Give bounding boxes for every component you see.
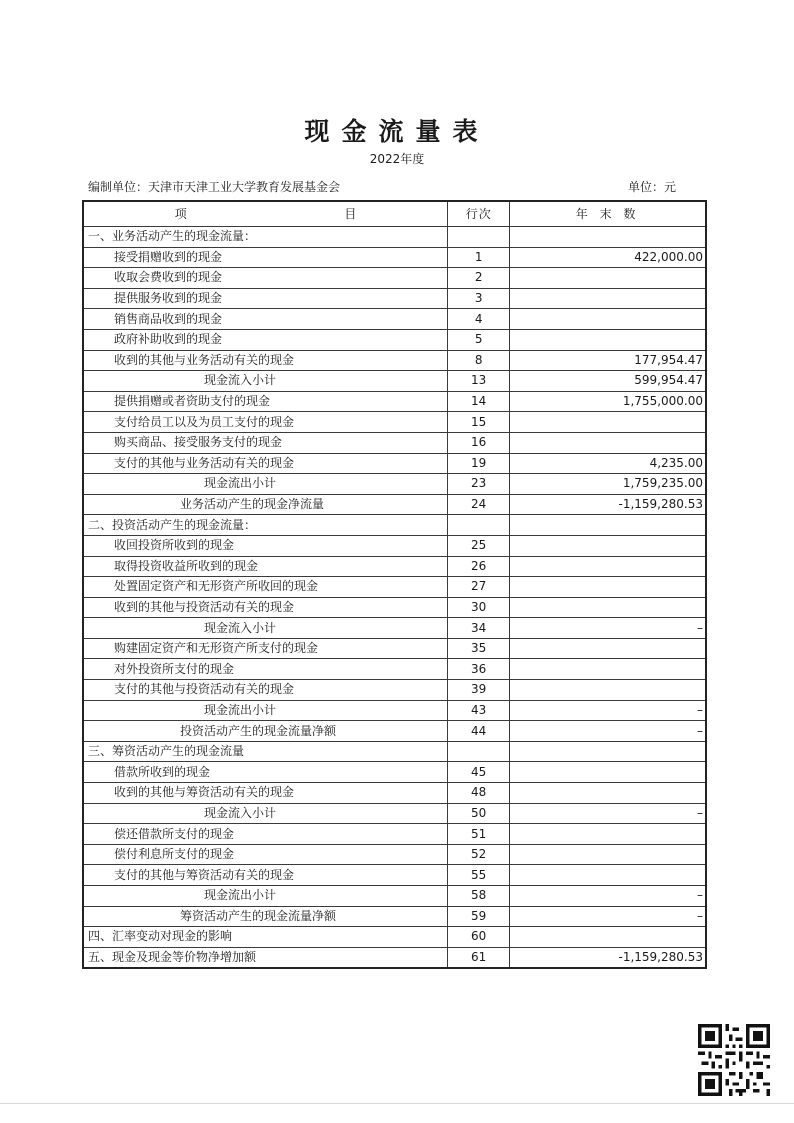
row-label: 四、汇率变动对现金的影响 (83, 927, 448, 948)
header-amount: 年 末 数 (510, 201, 706, 227)
table-row (83, 247, 706, 268)
row-number: 45 (448, 762, 510, 783)
row-number: 51 (448, 824, 510, 845)
row-number: 25 (448, 535, 510, 556)
table-row (83, 659, 706, 680)
row-amount: 422,000.00 (510, 247, 706, 268)
header-item-left: 项 (174, 206, 187, 221)
table-row (83, 535, 706, 556)
table-row (83, 721, 706, 742)
row-label: 支付的其他与投资活动有关的现金 (83, 680, 448, 701)
row-label: 三、筹资活动产生的现金流量 (83, 741, 448, 762)
table-row (83, 741, 706, 762)
row-amount (510, 762, 706, 783)
header-item (83, 201, 448, 227)
row-label: 接受捐赠收到的现金 (83, 247, 448, 268)
row-amount (510, 535, 706, 556)
row-label: 现金流入小计 (83, 803, 448, 824)
row-amount (510, 680, 706, 701)
row-amount: 177,954.47 (510, 350, 706, 371)
row-amount: – (510, 886, 706, 907)
table-row (83, 391, 706, 412)
row-label: 偿付利息所支付的现金 (83, 844, 448, 865)
row-number: 4 (448, 309, 510, 330)
row-number: 27 (448, 577, 510, 598)
row-number: 59 (448, 906, 510, 927)
row-number: 48 (448, 783, 510, 804)
table-row (83, 824, 706, 845)
preparing-organization: 编制单位：天津市天津工业大学教育发展基金会 (88, 180, 341, 194)
row-amount (510, 268, 706, 289)
table-row (83, 268, 706, 289)
row-label: 五、现金及现金等价物净增加额 (83, 947, 448, 968)
row-label: 收取会费收到的现金 (83, 268, 448, 289)
table-row (83, 597, 706, 618)
header-row-number: 行次 (448, 201, 510, 227)
header-item-right: 目 (344, 206, 357, 221)
row-label: 筹资活动产生的现金流量净额 (83, 906, 448, 927)
row-number: 24 (448, 494, 510, 515)
row-amount: – (510, 700, 706, 721)
table-row (83, 844, 706, 865)
row-number: 34 (448, 618, 510, 639)
page-footer-line (0, 1103, 794, 1104)
row-amount (510, 577, 706, 598)
row-label: 销售商品收到的现金 (83, 309, 448, 330)
row-label: 收到的其他与筹资活动有关的现金 (83, 783, 448, 804)
row-amount: -1,159,280.53 (510, 494, 706, 515)
row-number: 44 (448, 721, 510, 742)
table-row (83, 618, 706, 639)
row-amount: – (510, 906, 706, 927)
row-number: 26 (448, 556, 510, 577)
row-amount: 1,755,000.00 (510, 391, 706, 412)
row-amount: -1,159,280.53 (510, 947, 706, 968)
row-amount: 599,954.47 (510, 371, 706, 392)
row-label: 收到的其他与业务活动有关的现金 (83, 350, 448, 371)
row-amount: – (510, 721, 706, 742)
row-label: 二、投资活动产生的现金流量： (83, 515, 448, 536)
row-amount (510, 844, 706, 865)
row-label: 业务活动产生的现金净流量 (83, 494, 448, 515)
row-number (448, 227, 510, 248)
row-label: 支付的其他与业务活动有关的现金 (83, 453, 448, 474)
row-label: 购买商品、接受服务支付的现金 (83, 432, 448, 453)
row-number: 55 (448, 865, 510, 886)
row-number: 16 (448, 432, 510, 453)
row-number (448, 515, 510, 536)
table-row (83, 556, 706, 577)
row-amount (510, 741, 706, 762)
table-row (83, 309, 706, 330)
table-row (83, 762, 706, 783)
table-row (83, 329, 706, 350)
row-amount (510, 865, 706, 886)
row-label: 偿还借款所支付的现金 (83, 824, 448, 845)
table-row (83, 638, 706, 659)
row-amount (510, 515, 706, 536)
row-label: 支付的其他与筹资活动有关的现金 (83, 865, 448, 886)
row-number: 14 (448, 391, 510, 412)
row-number: 13 (448, 371, 510, 392)
row-amount (510, 659, 706, 680)
row-number: 5 (448, 329, 510, 350)
table-row (83, 453, 706, 474)
row-amount (510, 412, 706, 433)
row-label: 现金流入小计 (83, 371, 448, 392)
row-number: 58 (448, 886, 510, 907)
table-row (83, 906, 706, 927)
row-label: 政府补助收到的现金 (83, 329, 448, 350)
row-number: 19 (448, 453, 510, 474)
cash-flow-table (82, 200, 707, 969)
row-amount (510, 927, 706, 948)
row-number: 50 (448, 803, 510, 824)
row-number (448, 741, 510, 762)
table-row (83, 865, 706, 886)
table-row (83, 886, 706, 907)
table-row (83, 700, 706, 721)
statement-title: 现金流量表 (304, 117, 490, 146)
row-amount (510, 824, 706, 845)
row-number: 36 (448, 659, 510, 680)
table-row (83, 680, 706, 701)
row-amount (510, 227, 706, 248)
row-label: 一、业务活动产生的现金流量： (83, 227, 448, 248)
qr-code-icon (698, 1024, 770, 1096)
row-label: 现金流入小计 (83, 618, 448, 639)
row-label: 现金流出小计 (83, 886, 448, 907)
row-amount (510, 556, 706, 577)
currency-unit: 单位：元 (628, 180, 677, 194)
row-label: 现金流出小计 (83, 474, 448, 495)
row-number: 52 (448, 844, 510, 865)
table-row (83, 515, 706, 536)
table-row (83, 350, 706, 371)
row-label: 支付给员工以及为员工支付的现金 (83, 412, 448, 433)
row-number: 35 (448, 638, 510, 659)
table-row (83, 412, 706, 433)
row-label: 借款所收到的现金 (83, 762, 448, 783)
row-label: 收回投资所收到的现金 (83, 535, 448, 556)
row-amount: – (510, 803, 706, 824)
row-number: 61 (448, 947, 510, 968)
row-amount (510, 638, 706, 659)
row-amount (510, 432, 706, 453)
row-number: 39 (448, 680, 510, 701)
row-number: 15 (448, 412, 510, 433)
row-number: 43 (448, 700, 510, 721)
table-row (83, 947, 706, 968)
row-amount (510, 329, 706, 350)
table-row (83, 288, 706, 309)
row-number: 23 (448, 474, 510, 495)
row-label: 收到的其他与投资活动有关的现金 (83, 597, 448, 618)
fiscal-year: 2022年度 (369, 152, 425, 166)
table-row (83, 474, 706, 495)
row-amount (510, 597, 706, 618)
row-label: 提供服务收到的现金 (83, 288, 448, 309)
table-row (83, 432, 706, 453)
row-amount: 1,759,235.00 (510, 474, 706, 495)
row-number: 30 (448, 597, 510, 618)
row-amount (510, 288, 706, 309)
table-row (83, 803, 706, 824)
row-label: 投资活动产生的现金流量净额 (83, 721, 448, 742)
row-number: 8 (448, 350, 510, 371)
row-label: 提供捐赠或者资助支付的现金 (83, 391, 448, 412)
row-label: 处置固定资产和无形资产所收回的现金 (83, 577, 448, 598)
row-number: 2 (448, 268, 510, 289)
row-label: 现金流出小计 (83, 700, 448, 721)
row-amount: 4,235.00 (510, 453, 706, 474)
table-row (83, 927, 706, 948)
table-row (83, 371, 706, 392)
row-label: 购建固定资产和无形资产所支付的现金 (83, 638, 448, 659)
table-header-row (83, 201, 706, 227)
table-row (83, 783, 706, 804)
row-label: 对外投资所支付的现金 (83, 659, 448, 680)
row-amount: – (510, 618, 706, 639)
row-amount (510, 783, 706, 804)
row-label: 取得投资收益所收到的现金 (83, 556, 448, 577)
table-row (83, 227, 706, 248)
row-number: 60 (448, 927, 510, 948)
row-amount (510, 309, 706, 330)
row-number: 3 (448, 288, 510, 309)
table-row (83, 494, 706, 515)
table-row (83, 577, 706, 598)
row-number: 1 (448, 247, 510, 268)
